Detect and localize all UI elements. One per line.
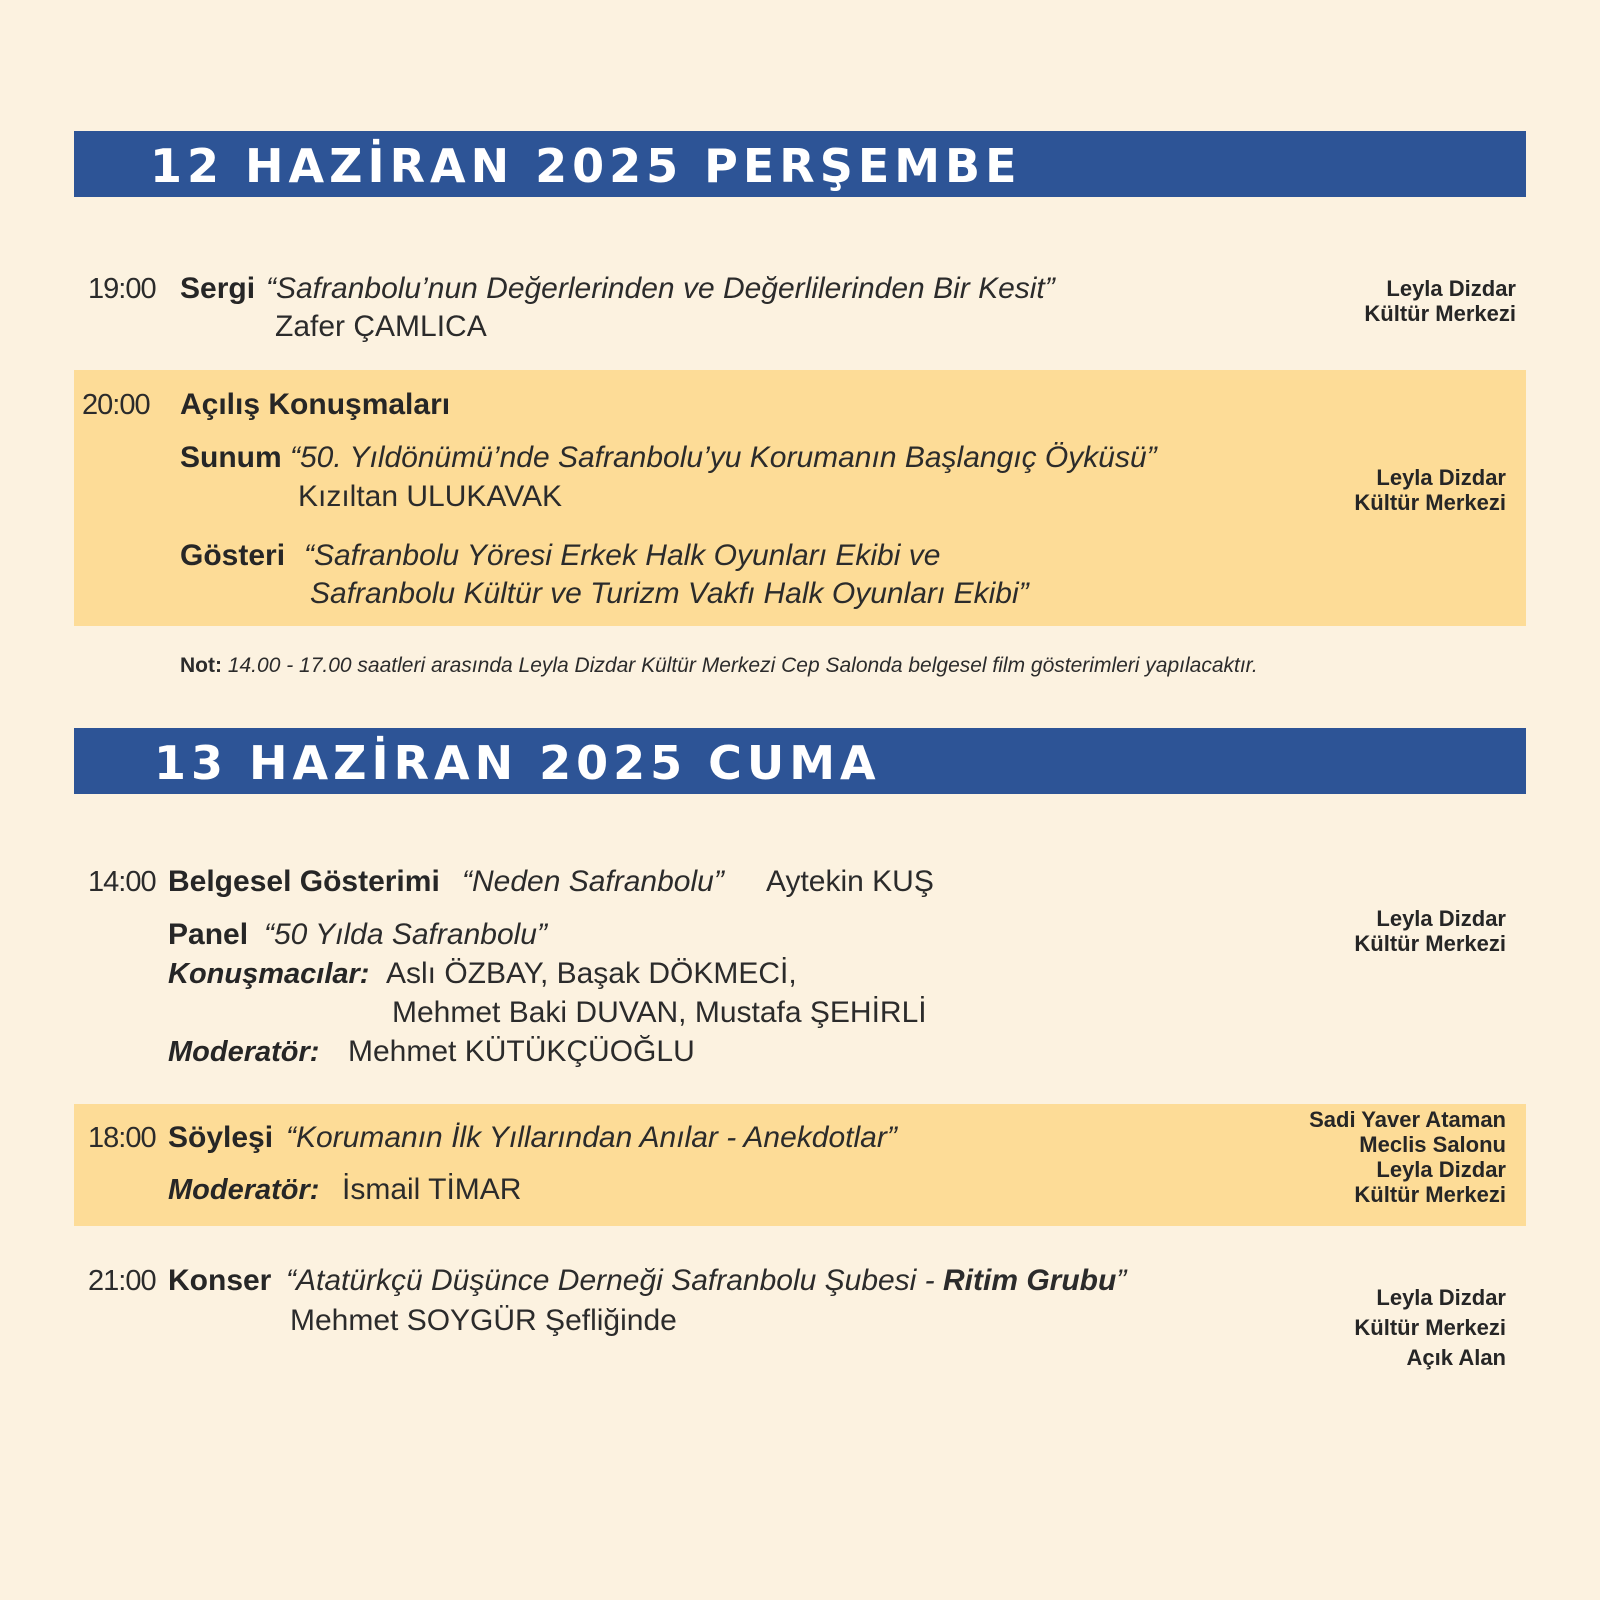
note-text: 14.00 - 17.00 saatleri arasında Leyla Dizdar Kültür Merkezi Cep Salonda belgesel film gösterimleri yapılacaktır.	[227, 654, 1258, 677]
day-title: 12 HAZİRAN 2025 PERŞEMBE	[150, 139, 1022, 193]
event-venue	[1354, 906, 1506, 956]
gosteri-kind: Gösteri	[180, 539, 286, 572]
gosteri-title-line2: Safranbolu Kültür ve Turizm Vakfı Halk Oyunları Ekibi”	[310, 577, 1029, 610]
sunum-person: Kızıltan ULUKAVAK	[298, 480, 562, 513]
moderator-name: Mehmet KÜTÜKÇÜOĞLU	[348, 1035, 695, 1068]
moderator-name: İsmail TİMAR	[342, 1173, 522, 1206]
moderator-label: Moderatör:	[168, 1036, 320, 1068]
event-title: “Neden Safranbolu”	[462, 865, 724, 898]
venue-line: Meclis Salonu	[1359, 1132, 1506, 1157]
event-title: “Korumanın İlk Yıllarından Anılar - Anekdotlar”	[286, 1121, 897, 1154]
venue-line: Sadi Yaver Ataman	[1309, 1107, 1506, 1132]
event-time: 19:00	[88, 273, 156, 305]
event-time: 21:00	[88, 1265, 156, 1297]
event-kind: Konser	[168, 1264, 272, 1297]
event-title-part: “Atatürkçü Düşünce Derneği Safranbolu Şubesi -	[286, 1264, 944, 1297]
venue-line: Leyla Dizdar	[1376, 906, 1506, 931]
venue-line: Kültür Merkezi	[1354, 1315, 1506, 1340]
panel-kind: Panel	[168, 918, 249, 951]
event-venue	[1354, 465, 1506, 515]
event-kind: Belgesel Gösterimi	[168, 865, 440, 898]
speakers-line1: Aslı ÖZBAY, Başak DÖKMECİ,	[386, 957, 797, 990]
event-person: Aytekin KUŞ	[766, 865, 934, 898]
event-venue	[1309, 1107, 1506, 1207]
venue-line: Leyla Dizdar	[1376, 1285, 1506, 1310]
venue-line: Leyla Dizdar	[1376, 1157, 1506, 1182]
gosteri-title-line1: “Safranbolu Yöresi Erkek Halk Oyunları Ekibi ve	[304, 539, 941, 572]
venue-line: Kültür Merkezi	[1364, 301, 1516, 326]
event-time: 14:00	[88, 866, 156, 898]
note-label: Not:	[180, 654, 222, 677]
event-venue	[1364, 276, 1516, 326]
venue-line: Leyla Dizdar	[1386, 276, 1516, 301]
venue-line: Leyla Dizdar	[1376, 465, 1506, 490]
sunum-title: “50. Yıldönümü’nde Safranbolu’yu Korumanın Başlangıç Öyküsü”	[290, 441, 1157, 474]
event-title-part: ”	[1116, 1264, 1127, 1297]
event-kind: Sergi	[180, 272, 256, 305]
speakers-line2: Mehmet Baki DUVAN, Mustafa ŞEHİRLİ	[392, 996, 927, 1029]
event-time: 18:00	[88, 1122, 156, 1154]
day-header-1	[74, 131, 1526, 197]
event-kind: Söyleşi	[168, 1121, 274, 1154]
event-person: Zafer ÇAMLICA	[275, 310, 487, 343]
panel-title: “50 Yılda Safranbolu”	[264, 918, 547, 951]
event-kind: Açılış Konuşmaları	[180, 388, 451, 421]
moderator-label: Moderatör:	[168, 1174, 320, 1206]
event-person: Mehmet SOYGÜR Şefliğinde	[290, 1304, 677, 1337]
speakers-label: Konuşmacılar:	[168, 958, 370, 990]
venue-line: Açık Alan	[1406, 1345, 1506, 1370]
event-time: 20:00	[82, 389, 150, 421]
sunum-kind: Sunum	[180, 441, 282, 474]
day-title: 13 HAZİRAN 2025 CUMA	[154, 736, 881, 790]
event-title: “Safranbolu’nun Değerlerinden ve Değerlilerinden Bir Kesit”	[266, 272, 1055, 305]
event-venue	[1354, 1283, 1506, 1373]
venue-line: Kültür Merkezi	[1354, 1182, 1506, 1207]
venue-line: Kültür Merkezi	[1354, 490, 1506, 515]
day-header-2	[74, 728, 1526, 794]
event-title-bold: Ritim Grubu	[943, 1264, 1117, 1297]
event-title	[286, 1264, 1126, 1298]
note	[180, 654, 1258, 678]
venue-line: Kültür Merkezi	[1354, 931, 1506, 956]
